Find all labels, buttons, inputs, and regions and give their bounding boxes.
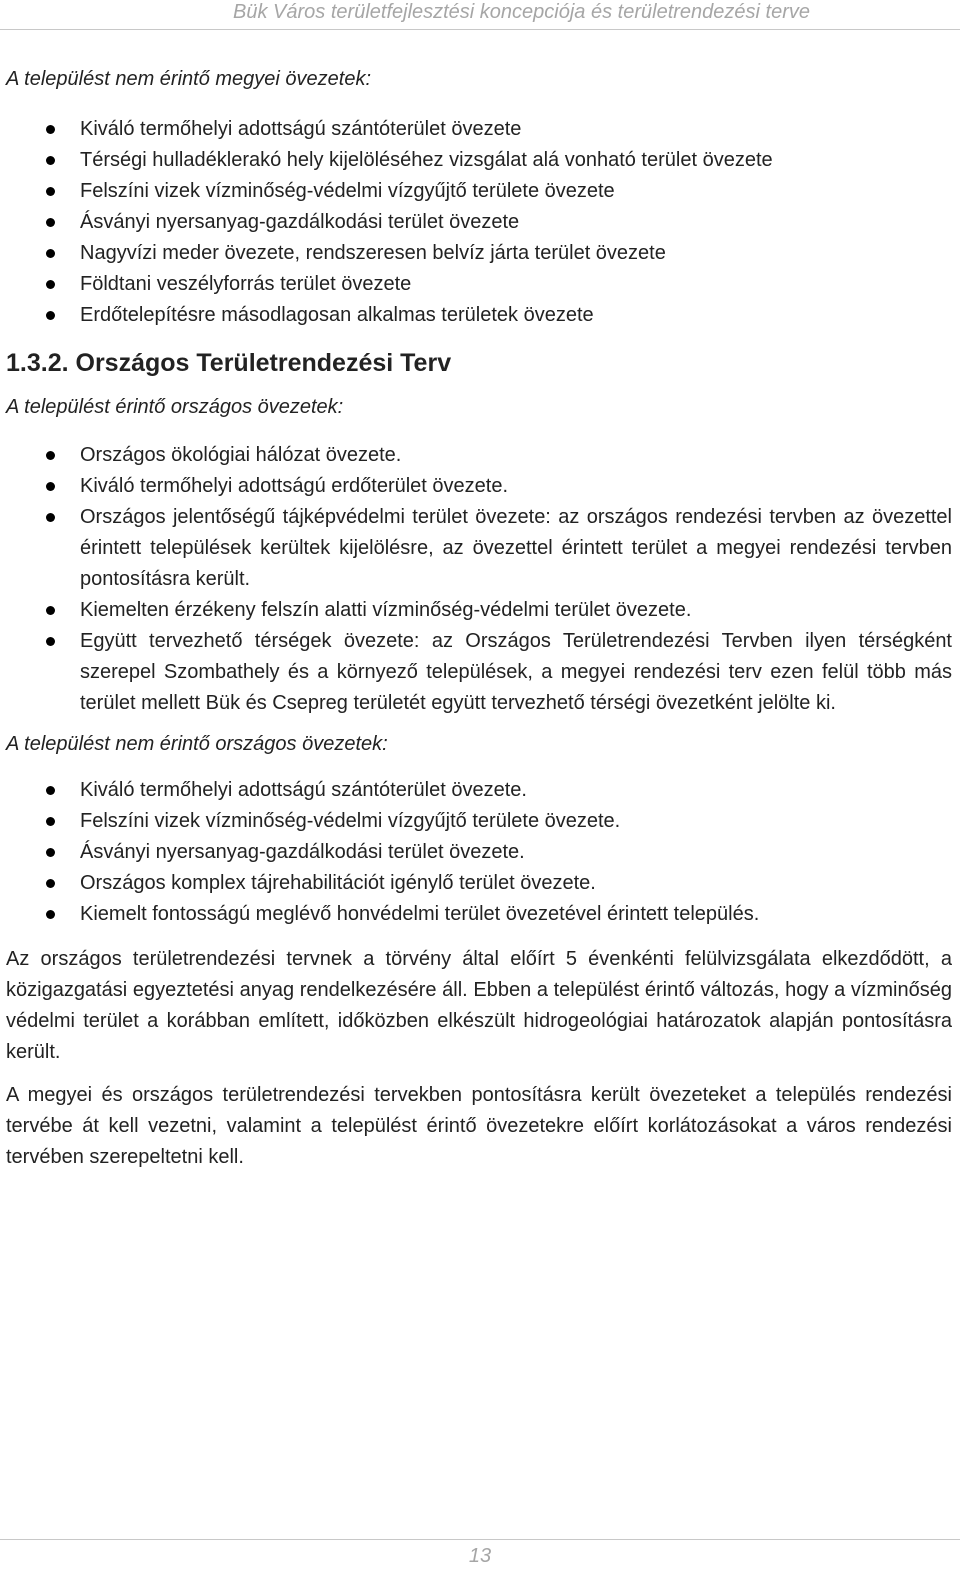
list-item: Felszíni vizek vízminőség-védelmi vízgyűjtő területe övezete (6, 176, 952, 207)
page-number: 13 (468, 1545, 492, 1567)
list-item: Kiváló termőhelyi adottságú szántóterület övezete (6, 114, 952, 145)
list-item: Földtani veszélyforrás terület övezete (6, 269, 952, 300)
list-item: Kiemelten érzékeny felszín alatti vízminőség-védelmi terület övezete. (6, 595, 952, 626)
list-item: Kiváló termőhelyi adottságú erdőterület övezete. (6, 471, 952, 502)
bullet-icon (46, 817, 55, 826)
bullet-icon (46, 249, 55, 258)
list-item: Erdőtelepítésre másodlagosan alkalmas területek övezete (6, 300, 952, 331)
list-item: Országos jelentőségű tájképvédelmi terület övezete: az országos rendezési tervben az övezettel érintett települések kerültek kijelölésre, az övezettel érintett terület a megyei rendezési tervben pontosításra került. (6, 502, 952, 595)
subheading-megyei-nem-erinto: A települést nem érintő megyei övezetek: (6, 68, 372, 90)
list-item: Együtt tervezhető térségek övezete: az Országos Területrendezési Tervben ilyen térségként szerepel Szombathely és a környező települések, a megyei rendezési terv ezen felül több más terület mellett Bük és Csepreg területét együtt tervezhető térségi övezetként jelölte ki. (6, 626, 952, 719)
footer-divider (0, 1539, 960, 1540)
list-item: Felszíni vizek vízminőség-védelmi vízgyűjtő területe övezete. (6, 806, 952, 837)
list-item: Országos ökológiai hálózat övezete. (6, 440, 952, 471)
list-item: Ásványi nyersanyag-gazdálkodási terület övezete (6, 207, 952, 238)
paragraph-felulvizsgalat: Az országos területrendezési tervnek a törvény által előírt 5 évenkénti felülvizsgálata elkezdődött, a közigazgatási egyeztetési anyag rendelkezésére áll. Ebben a települést érintő változás, hogy a vízminőség védelmi terület a korábban említett, időközben elkészült hidrogeológiai határozatok alapján pontosításra került. (6, 948, 952, 1063)
bullet-icon (46, 156, 55, 165)
bullet-icon (46, 513, 55, 522)
list-megyei-nem-erinto (6, 114, 952, 331)
list-item: Nagyvízi meder övezete, rendszeresen belvíz járta terület övezete (6, 238, 952, 269)
document-body (6, 64, 952, 1173)
list-item: Kiváló termőhelyi adottságú szántóterület övezete. (6, 775, 952, 806)
bullet-icon (46, 879, 55, 888)
section-title: 1.3.2. Országos Területrendezési Terv (6, 349, 452, 377)
bullet-icon (46, 125, 55, 134)
list-orszagos-erinto (6, 440, 952, 719)
header-title: Bük Város területfejlesztési koncepciója és területrendezési terve (233, 1, 810, 23)
bullet-icon (46, 606, 55, 615)
bullet-icon (46, 187, 55, 196)
bullet-icon (46, 280, 55, 289)
bullet-icon (46, 311, 55, 320)
bullet-icon (46, 218, 55, 227)
list-item: Térségi hulladéklerakó hely kijelöléséhez vizsgálat alá vonható terület övezete (6, 145, 952, 176)
list-orszagos-nem-erinto (6, 775, 952, 930)
paragraph-atvezetes: A megyei és országos területrendezési tervekben pontosításra került övezeteket a település rendezési tervébe át kell vezetni, valamint a települést érintő övezetekre előírt korlátozásokat a város rendezési tervében szerepeltetni kell. (6, 1084, 952, 1168)
list-item: Kiemelt fontosságú meglévő honvédelmi terület övezetével érintett település. (6, 899, 952, 930)
subheading-orszagos-erinto: A települést érintő országos övezetek: (6, 396, 344, 418)
bullet-icon (46, 910, 55, 919)
bullet-icon (46, 482, 55, 491)
list-item: Ásványi nyersanyag-gazdálkodási terület övezete. (6, 837, 952, 868)
list-item: Országos komplex tájrehabilitációt igénylő terület övezete. (6, 868, 952, 899)
subheading-orszagos-nem-erinto: A települést nem érintő országos övezetek: (6, 733, 388, 755)
bullet-icon (46, 848, 55, 857)
page-header (0, 0, 960, 30)
bullet-icon (46, 451, 55, 460)
bullet-icon (46, 637, 55, 646)
bullet-icon (46, 786, 55, 795)
